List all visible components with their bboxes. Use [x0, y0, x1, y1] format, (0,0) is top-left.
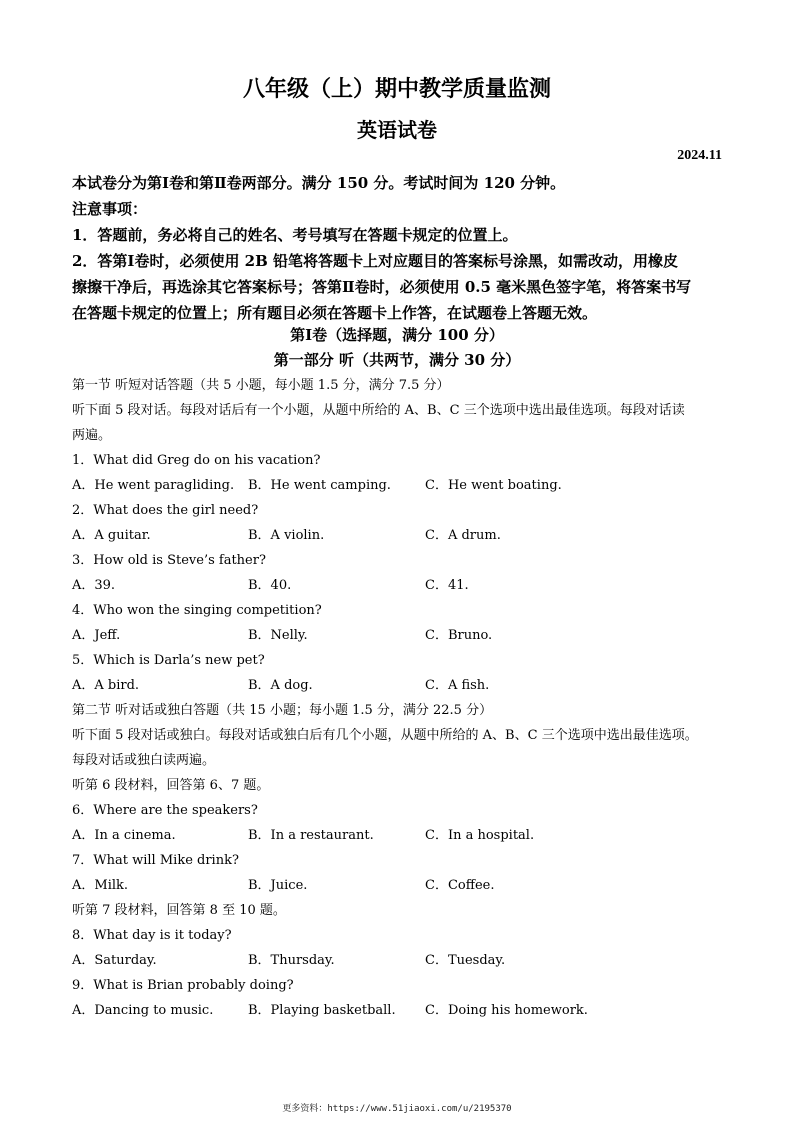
- section-1-directions-line-2: 两遍。: [72, 428, 112, 443]
- question-1-option-c: C．He went boating.: [425, 478, 562, 493]
- question-5: 5．Which is Darla’s new pet?: [72, 653, 265, 668]
- question-6-option-b: B．In a restaurant.: [248, 828, 374, 843]
- notice-label: 注意事项：: [72, 200, 148, 218]
- question-2: 2．What does the girl need?: [72, 503, 259, 518]
- question-7: 7．What will Mike drink?: [72, 853, 239, 868]
- exam-intro: 本试卷分为第Ⅰ卷和第Ⅱ卷两部分。满分 150 分。考试时间为 120 分钟。: [72, 174, 566, 192]
- question-8: 8．What day is it today?: [72, 928, 232, 943]
- material-7-instruction: 听第 7 段材料，回答第 8 至 10 题。: [72, 903, 286, 918]
- section-2-directions-line-1: 听下面 5 段对话或独白。每段对话或独白后有几个小题，从题中所给的 A、B、C 三个选项中选出最佳选项。: [72, 728, 698, 743]
- question-3-option-b: B．40.: [248, 578, 292, 593]
- question-4-option-b: B．Nelly.: [248, 628, 308, 643]
- question-9: 9．What is Brian probably doing?: [72, 978, 294, 993]
- material-6-instruction: 听第 6 段材料，回答第 6、7 题。: [72, 778, 270, 793]
- question-4-option-c: C．Bruno.: [425, 628, 493, 643]
- question-8-option-a: A．Saturday.: [72, 953, 157, 968]
- question-7-option-c: C．Coffee.: [425, 878, 495, 893]
- notice-item-2-line-2: 擦擦干净后，再选涂其它答案标号；答第Ⅱ卷时，必须使用 0.5 毫米黑色签字笔，将答案书写: [72, 278, 692, 296]
- question-9-option-b: B．Playing basketball.: [248, 1003, 396, 1018]
- exam-title: 八年级（上）期中教学质量监测: [242, 76, 551, 102]
- question-7-option-b: B．Juice.: [248, 878, 308, 893]
- question-2-option-c: C．A drum.: [425, 528, 501, 543]
- question-9-option-a: A．Dancing to music.: [72, 1003, 214, 1018]
- section-2-heading: 第二节 听对话或独白答题（共 15 小题；每小题 1.5 分，满分 22.5 分）: [72, 703, 493, 718]
- question-4: 4．Who won the singing competition?: [72, 603, 322, 618]
- section-2-directions-line-2: 每段对话或独白读两遍。: [72, 753, 216, 768]
- notice-item-2-line-3: 在答题卡规定的位置上；所有题目必须在答题卡上作答，在试题卷上答题无效。: [72, 304, 598, 322]
- question-2-option-a: A．A guitar.: [72, 528, 151, 543]
- question-8-option-b: B．Thursday.: [248, 953, 335, 968]
- exam-subtitle: 英语试卷: [357, 118, 437, 142]
- question-1-option-a: A．He went paragliding.: [72, 478, 235, 493]
- question-6: 6．Where are the speakers?: [72, 803, 258, 818]
- question-5-option-c: C．A fish.: [425, 678, 490, 693]
- notice-item-2-line-1: 2．答第Ⅰ卷时，必须使用 2B 铅笔将答题卡上对应题目的答案标号涂黑，如需改动，用橡皮: [72, 252, 679, 270]
- question-1: 1．What did Greg do on his vacation?: [72, 453, 321, 468]
- question-4-option-a: A．Jeff.: [72, 628, 121, 643]
- volume-1-heading: 第Ⅰ卷（选择题，满分 100 分）: [290, 326, 504, 344]
- question-1-option-b: B．He went camping.: [248, 478, 391, 493]
- question-3-option-c: C．41.: [425, 578, 469, 593]
- question-5-option-b: B．A dog.: [248, 678, 313, 693]
- question-6-option-c: C．In a hospital.: [425, 828, 535, 843]
- question-3: 3．How old is Steve’s father?: [72, 553, 266, 568]
- question-9-option-c: C．Doing his homework.: [425, 1003, 588, 1018]
- question-7-option-a: A．Milk.: [72, 878, 129, 893]
- question-3-option-a: A．39.: [72, 578, 116, 593]
- question-5-option-a: A．A bird.: [72, 678, 140, 693]
- question-6-option-a: A．In a cinema.: [72, 828, 176, 843]
- notice-item-1: 1．答题前，务必将自己的姓名、考号填写在答题卡规定的位置上。: [72, 226, 518, 244]
- question-8-option-c: C．Tuesday.: [425, 953, 506, 968]
- question-2-option-b: B．A violin.: [248, 528, 325, 543]
- section-1-heading: 第一节 听短对话答题（共 5 小题，每小题 1.5 分，满分 7.5 分）: [72, 378, 450, 393]
- part-1-heading: 第一部分 听（共两节，满分 30 分）: [273, 351, 521, 369]
- footer-link[interactable]: 更多资料：https://www.51jiaoxi.com/u/2195370: [282, 1104, 512, 1114]
- exam-date: 2024.11: [677, 148, 722, 163]
- section-1-directions-line-1: 听下面 5 段对话。每段对话后有一个小题，从题中所给的 A、B、C 三个选项中选出最佳选项。每段对话读: [72, 403, 685, 418]
